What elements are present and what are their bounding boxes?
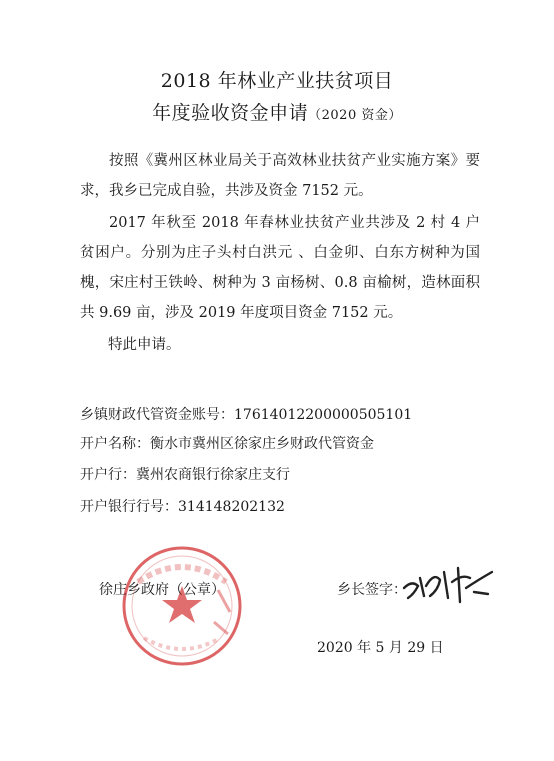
title-main: 年度验收资金申请 [152, 102, 309, 124]
title-note: （2020 资金） [308, 108, 402, 123]
document-date: 2020 年 5 月 29 日 [317, 640, 444, 656]
handwritten-signature-icon [400, 558, 500, 608]
account-name: 开户名称：衡水市冀州区徐家庄乡财政代管资金 [80, 436, 374, 452]
head-signature-label: 乡长签字： [337, 582, 407, 598]
title-line2 [0, 98, 554, 125]
bank-name: 开户行：冀州农商银行徐家庄支行 [80, 467, 290, 483]
official-seal-icon [118, 542, 246, 670]
paragraph-3: 特此申请。 [108, 337, 181, 353]
government-seal-label: 徐庄乡政府（公章） [99, 582, 225, 598]
account-number: 乡镇财政代管资金账号：17614012200000505101 [80, 407, 413, 423]
bank-number: 开户银行行号：314148202132 [80, 499, 285, 515]
paragraph-1: 按照《冀州区林业局关于高效林业扶贫产业实施方案》要求，我乡已完成自验，共涉及资金 7152 元。 [80, 153, 480, 199]
title-line1: 2018 年林业产业扶贫项目 [160, 70, 394, 92]
paragraph-2: 2017 年秋至 2018 年春林业扶贫产业共涉及 2 村 4 户贫困户。分别为庄子头村白洪元 、白金卯、白东方树种为国槐，宋庄村王铁岭、树种为 3 亩杨树、0.8 亩榆树，造林面积共 9.69 亩，涉及 2019 年度项目资金 7152 元。 [80, 215, 480, 321]
